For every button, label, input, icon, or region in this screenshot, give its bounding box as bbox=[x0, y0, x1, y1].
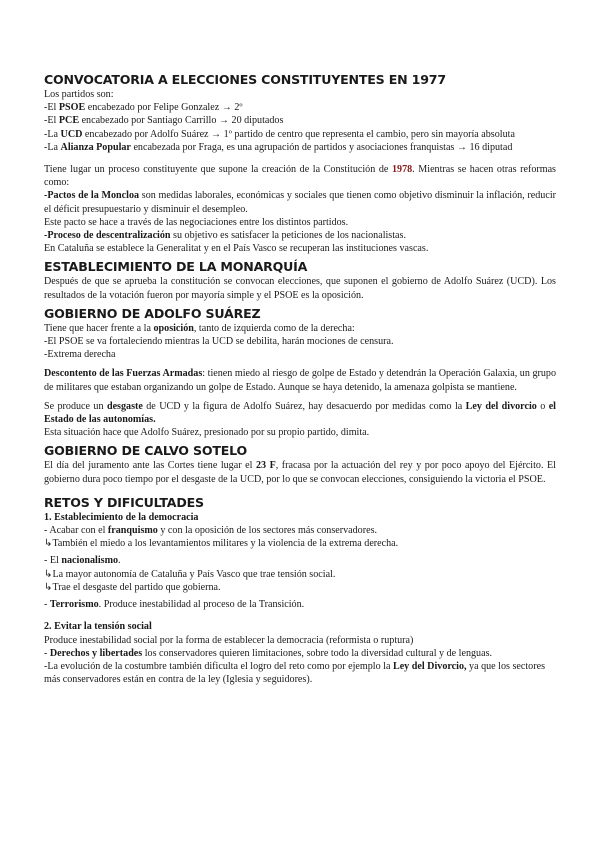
reto-2-rights: - Derechos y libertades los conservadores quieren limitaciones, sobre todo la diversidad cultural y de lenguas. bbox=[44, 647, 493, 659]
party-ap: -La Alianza Popular encabezada por Fraga, es una agrupación de partidos y asociaciones franquistas → 16 diputad bbox=[44, 141, 513, 153]
heading-elecciones-1977: CONVOCATORIA A ELECCIONES CONSTITUYENTES EN 1977 bbox=[44, 72, 446, 87]
decentralization: -Proceso de descentralización su objetivo es satisfacer la peticiones de los nacionalistas. bbox=[44, 230, 406, 242]
ucd-wear: Se produce un desgaste de UCD y la figura de Adolfo Suárez, hay desacuerdo por medidas como la Ley del divorcio o el Estado de las autonomías. bbox=[44, 400, 556, 426]
party-pce: -El PCE encabezado por Santiago Carrillo → 20 diputados bbox=[44, 115, 284, 127]
calvo-sotelo-paragraph: El día del juramento ante las Cortes tiene lugar el 23 F, fracasa por la actuación del rey y por poco apoyo del Ejército. El gobierno dura poco tiempo por el desgaste de la UCD, por lo que se convocan elecciones, consiguiendo la victoria el PSOE. bbox=[44, 460, 556, 485]
moncloa-negotiation: Este pacto se hace a través de las negociaciones entre los distintos partidos. bbox=[44, 216, 349, 228]
reto-2-title: 2. Evitar la tensión social bbox=[44, 621, 152, 633]
parties-intro: Los partidos son: bbox=[44, 89, 114, 100]
constituent-process: Tiene lugar un proceso constituyente que supone la creación de la Constitución de 1978. Mientras se hacen otras reformas como: bbox=[44, 164, 556, 189]
reto-2-instability: Produce inestabilidad social por la forma de establecer la democracia (reformista o ruptura) bbox=[44, 634, 414, 646]
armed-forces-discontent: Descontento de las Fuerzas Armadas: tienen miedo al riesgo de golpe de Estado y detendrán la Operación Galaxia, un grupo de militares que estaban organizando un golpe de Estado. Aunque se haya detenido, la amenaza golpista se mantiene. bbox=[44, 368, 556, 393]
heading-calvo-sotelo: GOBIERNO DE CALVO SOTELO bbox=[44, 443, 248, 459]
monarquia-paragraph: Después de que se aprueba la constitución se convocan elecciones, que suponen el gobierno de Adolfo Suárez (UCD). Los resultados de la votación fueron por mayoría simple y el PSOE es la oposición. bbox=[44, 276, 556, 301]
far-right: -Extrema derecha bbox=[44, 349, 116, 361]
catalonia-basque: En Cataluña se establece la Generalitat y en el País Vasco se recuperan las instituciones vascas. bbox=[44, 243, 429, 255]
moncloa-pacts: -Pactos de la Moncloa son medidas laborales, económicas y sociales que tienen como objetivo disminuir la inflación, reducir el déficit presupuestario y disminuir el desempleo. bbox=[44, 190, 556, 215]
reto-2-divorce: -La evolución de la costumbre también dificulta el logro del reto como por ejemplo la Ley del Divorcio, ya que los sectores más conservadores están en contra de la ley (Iglesia y seguidores). bbox=[44, 660, 545, 686]
heading-monarquia: ESTABLECIMIENTO DE LA MONARQUÍA bbox=[44, 259, 308, 275]
nacionalismo-autonomy: ↳La mayor autonomía de Cataluña y País Vasco que trae tensión social. bbox=[44, 568, 336, 580]
party-psoe: -El PSOE encabezado por Felipe Gonzalez → 2º bbox=[44, 102, 243, 114]
reto-1-franquismo: - Acabar con el franquismo y con la oposición de los sectores más conservadores. bbox=[44, 525, 378, 537]
reto-1-terrorismo: - Terrorismo. Produce inestabilidad al proceso de la Transición. bbox=[44, 599, 305, 611]
party-ucd: -La UCD encabezado por Adolfo Suárez → 1º partido de centro que representa el cambio, pero sin mayoría absoluta bbox=[44, 128, 515, 140]
reto-1-nacionalismo: - El nacionalismo. bbox=[44, 555, 121, 567]
opposition-line: Tiene que hacer frente a la oposición, tanto de izquierda como de la derecha: bbox=[44, 322, 355, 334]
reto-1-title: 1. Establecimiento de la democracia bbox=[44, 511, 199, 523]
heading-retos: RETOS Y DIFICULTADES bbox=[44, 494, 204, 510]
suarez-resigns: Esta situación hace que Adolfo Suárez, presionado por su propio partido, dimita. bbox=[44, 427, 370, 439]
document-page bbox=[44, 70, 556, 686]
reto-1-military: ↳También el miedo a los levantamientos militares y la violencia de la extrema derecha. bbox=[44, 538, 399, 550]
psoe-strengthening: -El PSOE se va fortaleciendo mientras la UCD se debilita, harán mociones de censura. bbox=[44, 336, 394, 348]
heading-suarez: GOBIERNO DE ADOLFO SUÁREZ bbox=[44, 305, 261, 321]
nacionalismo-wear: ↳Trae el desgaste del partido que gobierna. bbox=[44, 581, 221, 593]
